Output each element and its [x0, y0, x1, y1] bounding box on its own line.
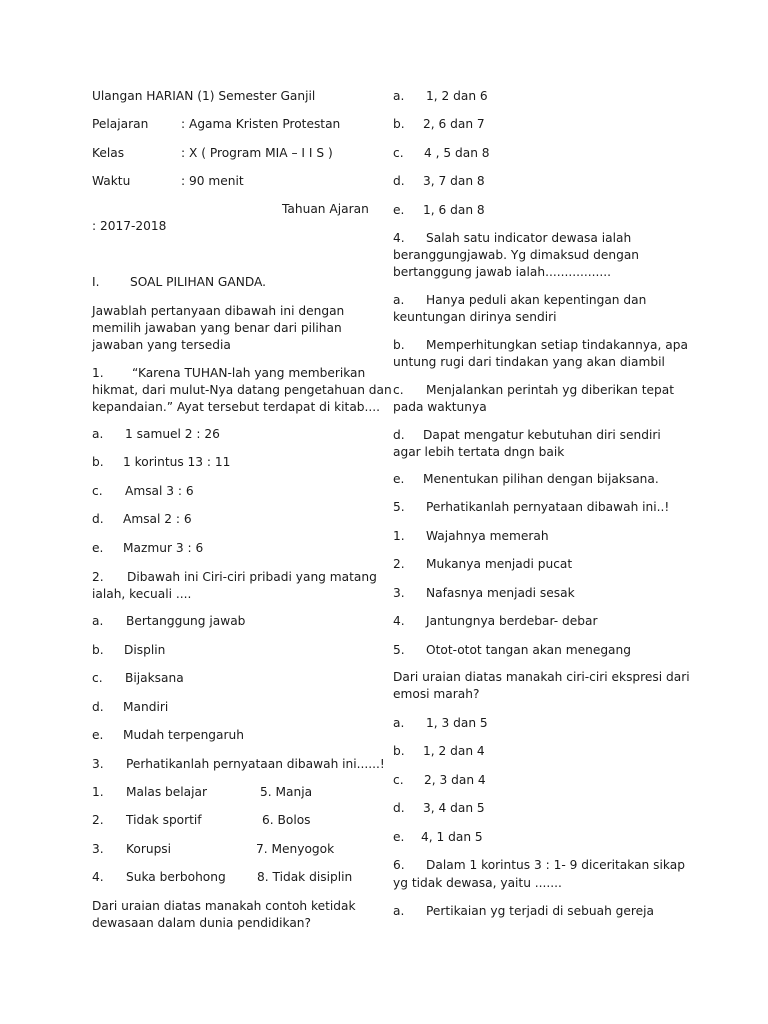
q5-item-number: 5.: [393, 643, 405, 657]
q5-item-number: 1.: [393, 529, 405, 543]
q5-line-1: Perhatikanlah pernyataan dibawah ini..!: [426, 500, 670, 514]
q3-option-text: 1, 6 dan 8: [423, 203, 485, 217]
q5-number: 5.: [393, 500, 405, 514]
q1-line-3: kepandaian.” Ayat tersebut terdapat di kitab....: [92, 400, 381, 414]
q3-item-right: 7. Menyogok: [256, 842, 335, 856]
q5-item-text: Nafasnya menjadi sesak: [426, 586, 575, 600]
q3-question-line-1: Dari uraian diatas manakah contoh ketidak: [92, 899, 356, 913]
q1-option-text: Amsal 3 : 6: [125, 484, 194, 498]
q3-item-right: 8. Tidak disiplin: [257, 870, 353, 884]
q3-item-number: 3.: [92, 842, 104, 856]
q6-line-1: Dalam 1 korintus 3 : 1- 9 diceritakan sikap: [426, 858, 685, 872]
section-title: SOAL PILIHAN GANDA.: [130, 275, 267, 289]
q4-line-1: Salah satu indicator dewasa ialah: [426, 231, 632, 245]
kelas-label: Kelas: [92, 146, 125, 160]
q1-option-letter: e.: [92, 541, 104, 555]
q4-option-letter: c.: [393, 383, 404, 397]
q3-option-letter: b.: [393, 117, 405, 131]
q4-option-text: Menentukan pilihan dengan bijaksana.: [423, 472, 659, 486]
q5-option-letter: e.: [393, 830, 405, 844]
q1-option-letter: a.: [92, 427, 104, 441]
q3-option-letter: d.: [393, 174, 405, 188]
q6-option-text: Pertikaian yg terjadi di sebuah gereja: [426, 904, 655, 918]
q3-option-letter: e.: [393, 203, 405, 217]
q2-option-letter: e.: [92, 728, 104, 742]
instruction-line-1: Jawablah pertanyaan dibawah ini dengan: [92, 304, 345, 318]
q4-option-text: Menjalankan perintah yg diberikan tepat: [426, 383, 675, 397]
q5-item-number: 4.: [393, 614, 405, 628]
q3-option-text: 2, 6 dan 7: [423, 117, 485, 131]
q3-item-text: Korupsi: [126, 842, 172, 856]
q2-option-letter: d.: [92, 700, 104, 714]
q2-option-letter: a.: [92, 614, 104, 628]
q2-option-text: Bertanggung jawab: [126, 614, 246, 628]
q5-item-text: Mukanya menjadi pucat: [426, 557, 573, 571]
q5-item-text: Wajahnya memerah: [426, 529, 549, 543]
q4-option-text: agar lebih tertata dngn baik: [393, 445, 565, 459]
q2-option-text: Displin: [124, 643, 166, 657]
q2-line-1: Dibawah ini Ciri-ciri pribadi yang matang: [127, 570, 377, 584]
q1-option-letter: b.: [92, 455, 104, 469]
q3-item-number: 1.: [92, 785, 104, 799]
q3-question-line-2: dewasaan dalam dunia pendidikan?: [92, 916, 311, 930]
kelas-value: : X ( Program MIA – I I S ): [181, 146, 333, 160]
q4-option-letter: e.: [393, 472, 405, 486]
q4-option-text: Memperhitungkan setiap tindakannya, apa: [426, 338, 688, 352]
waktu-value: : 90 menit: [181, 174, 244, 188]
q5-item-number: 3.: [393, 586, 405, 600]
pelajaran-value: : Agama Kristen Protestan: [181, 117, 341, 131]
q1-option-text: 1 samuel 2 : 26: [125, 427, 220, 441]
q1-option-letter: d.: [92, 512, 104, 526]
section-number: I.: [92, 275, 100, 289]
q5-option-text: 4, 1 dan 5: [421, 830, 483, 844]
q3-item-right: 5. Manja: [260, 785, 313, 799]
q3-item-text: Tidak sportif: [126, 813, 202, 827]
q3-option-text: 4 , 5 dan 8: [424, 146, 490, 160]
q4-option-text: Hanya peduli akan kepentingan dan: [426, 293, 647, 307]
q5-option-letter: c.: [393, 773, 404, 787]
tahun-label: Tahuan Ajaran: [282, 202, 369, 216]
q3-item-text: Suka berbohong: [126, 870, 226, 884]
q4-option-letter: d.: [393, 428, 405, 442]
q5-item-text: Jantungnya berdebar- debar: [426, 614, 598, 628]
q5-question-line-1: Dari uraian diatas manakah ciri-ciri ekspresi dari: [393, 670, 690, 684]
q2-option-text: Bijaksana: [125, 671, 184, 685]
q5-option-text: 3, 4 dan 5: [423, 801, 485, 815]
q3-option-text: 1, 2 dan 6: [426, 89, 488, 103]
tahun-value: : 2017-2018: [92, 219, 167, 233]
q5-option-letter: d.: [393, 801, 405, 815]
q4-option-text: Dapat mengatur kebutuhan diri sendiri: [423, 428, 661, 442]
q6-option-letter: a.: [393, 904, 405, 918]
q3-line-1: Perhatikanlah pernyataan dibawah ini......!: [126, 757, 385, 771]
q1-number: 1.: [92, 366, 104, 380]
q5-question-line-2: emosi marah?: [393, 687, 480, 701]
q3-number: 3.: [92, 757, 104, 771]
q2-number: 2.: [92, 570, 104, 584]
q3-item-text: Malas belajar: [126, 785, 208, 799]
q6-number: 6.: [393, 858, 405, 872]
waktu-label: Waktu: [92, 174, 131, 188]
q3-item-number: 4.: [92, 870, 104, 884]
pelajaran-label: Pelajaran: [92, 117, 149, 131]
q4-option-text: pada waktunya: [393, 400, 487, 414]
q1-option-text: Mazmur 3 : 6: [123, 541, 204, 555]
q3-item-right: 6. Bolos: [262, 813, 311, 827]
q3-option-letter: c.: [393, 146, 404, 160]
q2-option-text: Mudah terpengaruh: [123, 728, 244, 742]
q2-option-letter: c.: [92, 671, 103, 685]
q1-line-1: “Karena TUHAN-lah yang memberikan: [132, 366, 366, 380]
q1-option-text: Amsal 2 : 6: [123, 512, 192, 526]
q5-item-text: Otot-otot tangan akan menegang: [426, 643, 631, 657]
instruction-line-3: jawaban yang tersedia: [92, 338, 231, 352]
q2-option-letter: b.: [92, 643, 104, 657]
q4-line-2: beranggungjawab. Yg dimaksud dengan: [393, 248, 640, 262]
instruction-line-2: memilih jawaban yang benar dari pilihan: [92, 321, 342, 335]
q4-option-letter: a.: [393, 293, 405, 307]
q5-option-text: 1, 2 dan 4: [423, 744, 485, 758]
q6-line-2: yg tidak dewasa, yaitu .......: [393, 876, 562, 890]
q4-option-letter: b.: [393, 338, 405, 352]
q1-line-2: hikmat, dari mulut-Nya datang pengetahuan dan: [92, 383, 392, 397]
q4-number: 4.: [393, 231, 405, 245]
q5-option-letter: b.: [393, 744, 405, 758]
q5-option-text: 1, 3 dan 5: [426, 716, 488, 730]
q2-line-2: ialah, kecuali ....: [92, 587, 192, 601]
q3-item-number: 2.: [92, 813, 104, 827]
q2-option-text: Mandiri: [123, 700, 169, 714]
q3-option-text: 3, 7 dan 8: [423, 174, 485, 188]
q5-option-letter: a.: [393, 716, 405, 730]
exam-title: Ulangan HARIAN (1) Semester Ganjil: [92, 89, 316, 103]
q1-option-text: 1 korintus 13 : 11: [123, 455, 231, 469]
q3-option-letter: a.: [393, 89, 405, 103]
q5-option-text: 2, 3 dan 4: [424, 773, 486, 787]
q4-option-text: keuntungan dirinya sendiri: [393, 310, 557, 324]
q5-item-number: 2.: [393, 557, 405, 571]
q4-line-3: bertanggung jawab ialah.................: [393, 265, 611, 279]
q1-option-letter: c.: [92, 484, 103, 498]
q4-option-text: untung rugi dari tindakan yang akan diambil: [393, 355, 665, 369]
